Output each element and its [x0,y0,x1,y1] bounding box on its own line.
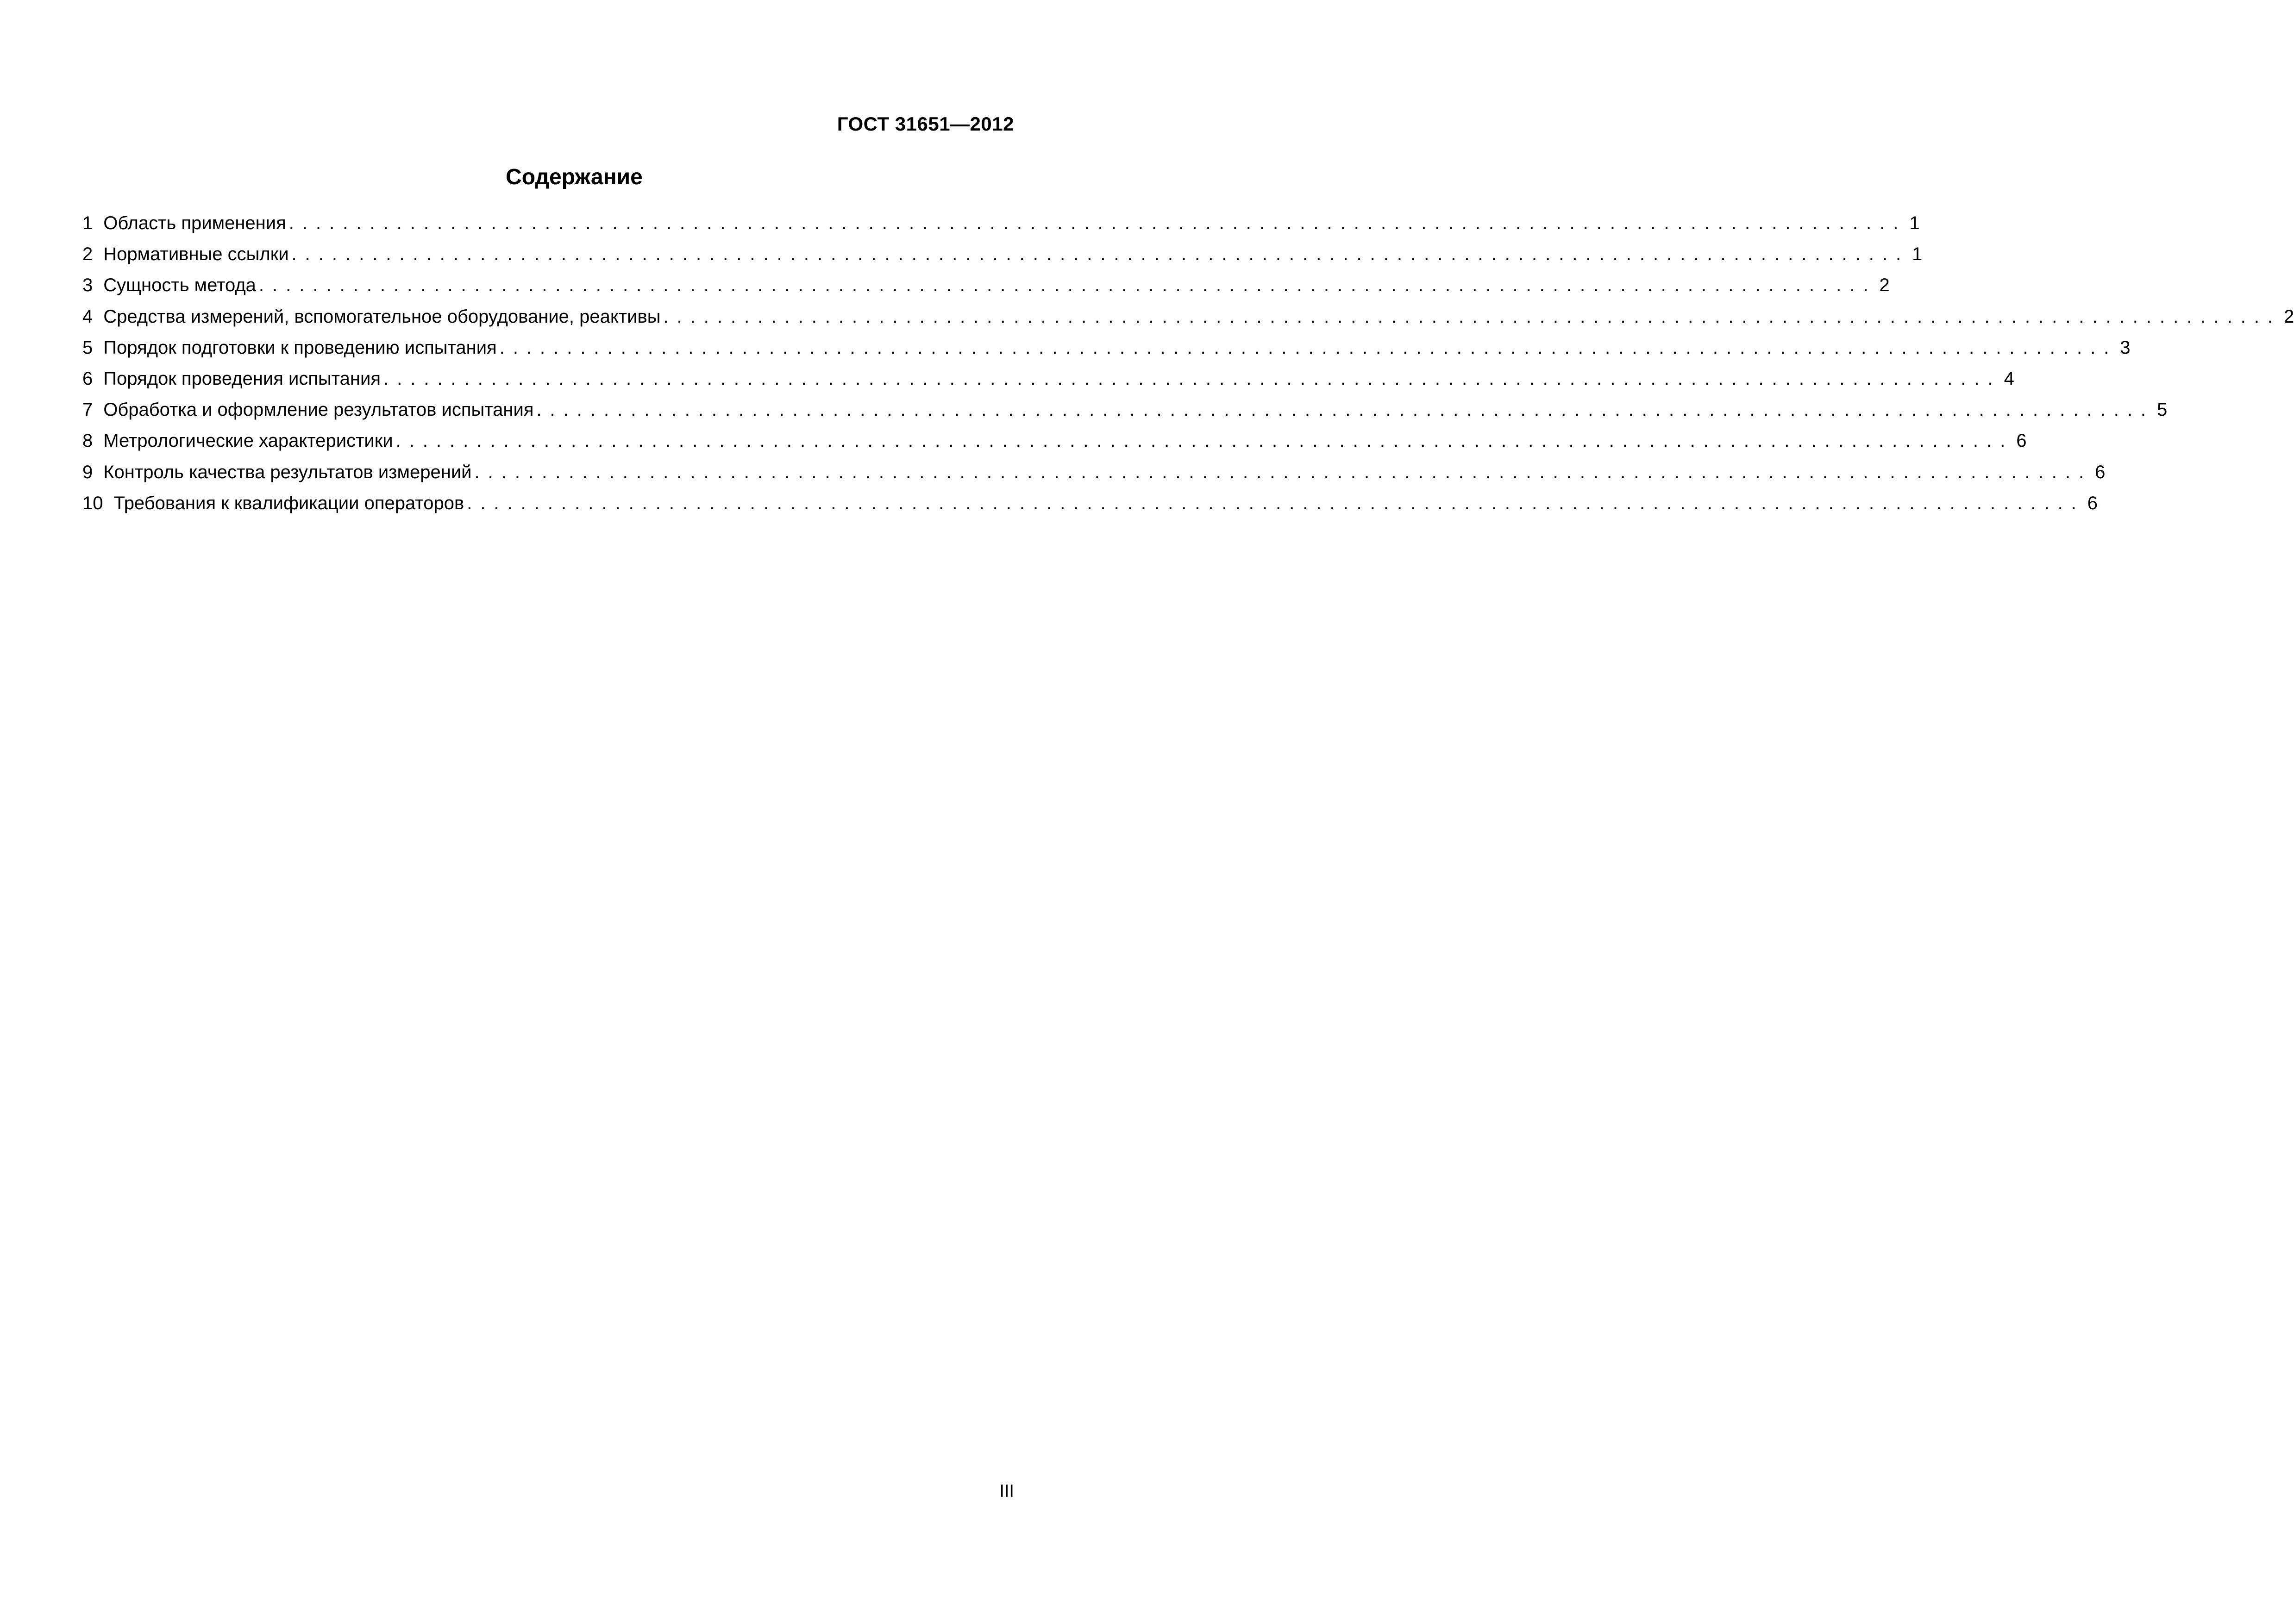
toc-item-number: 8 [82,431,93,451]
toc-item-page: 4 [2004,368,2014,389]
toc-item-page: 1 [1912,244,1923,265]
toc-item-page: 1 [1909,213,1920,233]
toc-item-title: Требования к квалификации операторов [113,493,464,513]
toc-item-number: 1 [82,213,93,233]
toc-item-page: 6 [2095,462,2106,482]
toc-item[interactable] [82,243,1923,274]
toc-item[interactable] [82,274,1890,305]
toc-item-title: Сущность метода [103,275,256,296]
toc-item[interactable] [82,461,2106,492]
toc-item[interactable] [82,212,1920,243]
toc-item[interactable] [82,430,2027,461]
toc-dot-leader: ........................................................................................................................ [383,368,2001,389]
toc-item-page: 6 [2087,493,2098,513]
toc-item-number: 2 [82,244,93,265]
toc-item-number: 5 [82,337,93,358]
document-code: ГОСТ 31651—2012 [837,113,1014,135]
toc-dot-leader: ........................................................................................................................ [291,244,1910,265]
toc-item-title: Средства измерений, вспомогательное оборудование, реактивы [103,306,661,327]
toc-item-title: Порядок проведения испытания [103,368,381,389]
toc-dot-leader: ........................................................................................................................ [258,275,1877,296]
toc-item-page: 3 [2120,337,2131,358]
toc-item-page: 6 [2016,431,2027,451]
toc-item-page: 5 [2157,400,2168,420]
toc-title: Содержание [506,165,643,189]
toc-item[interactable] [82,306,2294,337]
toc-item-title: Порядок подготовки к проведению испытания [103,337,497,358]
toc-item-page: 2 [2284,306,2294,327]
toc-item-number: 6 [82,368,93,389]
toc-dot-leader: ........................................................................................................................ [467,493,2085,513]
toc-item-number: 4 [82,306,93,327]
toc-item-title: Метрологические характеристики [103,431,393,451]
toc-item[interactable] [82,492,2098,523]
toc-dot-leader: ........................................................................................................................ [663,306,2281,327]
toc-item-number: 9 [82,462,93,482]
toc-item-title: Контроль качества результатов измерений [103,462,472,482]
toc-item-number: 7 [82,400,93,420]
table-of-contents [82,212,2294,523]
toc-item-title: Нормативные ссылки [103,244,289,265]
toc-item-page: 2 [1879,275,1890,296]
toc-item-number: 10 [82,493,103,513]
page-number: III [999,1481,1014,1501]
toc-dot-leader: ........................................................................................................................ [395,431,2014,451]
toc-dot-leader: ........................................................................................................................ [499,337,2118,358]
toc-item[interactable] [82,399,2168,430]
toc-item[interactable] [82,337,2131,368]
toc-item[interactable] [82,368,2014,399]
toc-item-title: Область применения [103,213,286,233]
toc-item-title: Обработка и оформление результатов испытания [103,400,534,420]
toc-dot-leader: ........................................................................................................................ [288,213,1907,233]
toc-dot-leader: ........................................................................................................................ [536,400,2155,420]
toc-item-number: 3 [82,275,93,296]
toc-dot-leader: ........................................................................................................................ [474,462,2093,482]
